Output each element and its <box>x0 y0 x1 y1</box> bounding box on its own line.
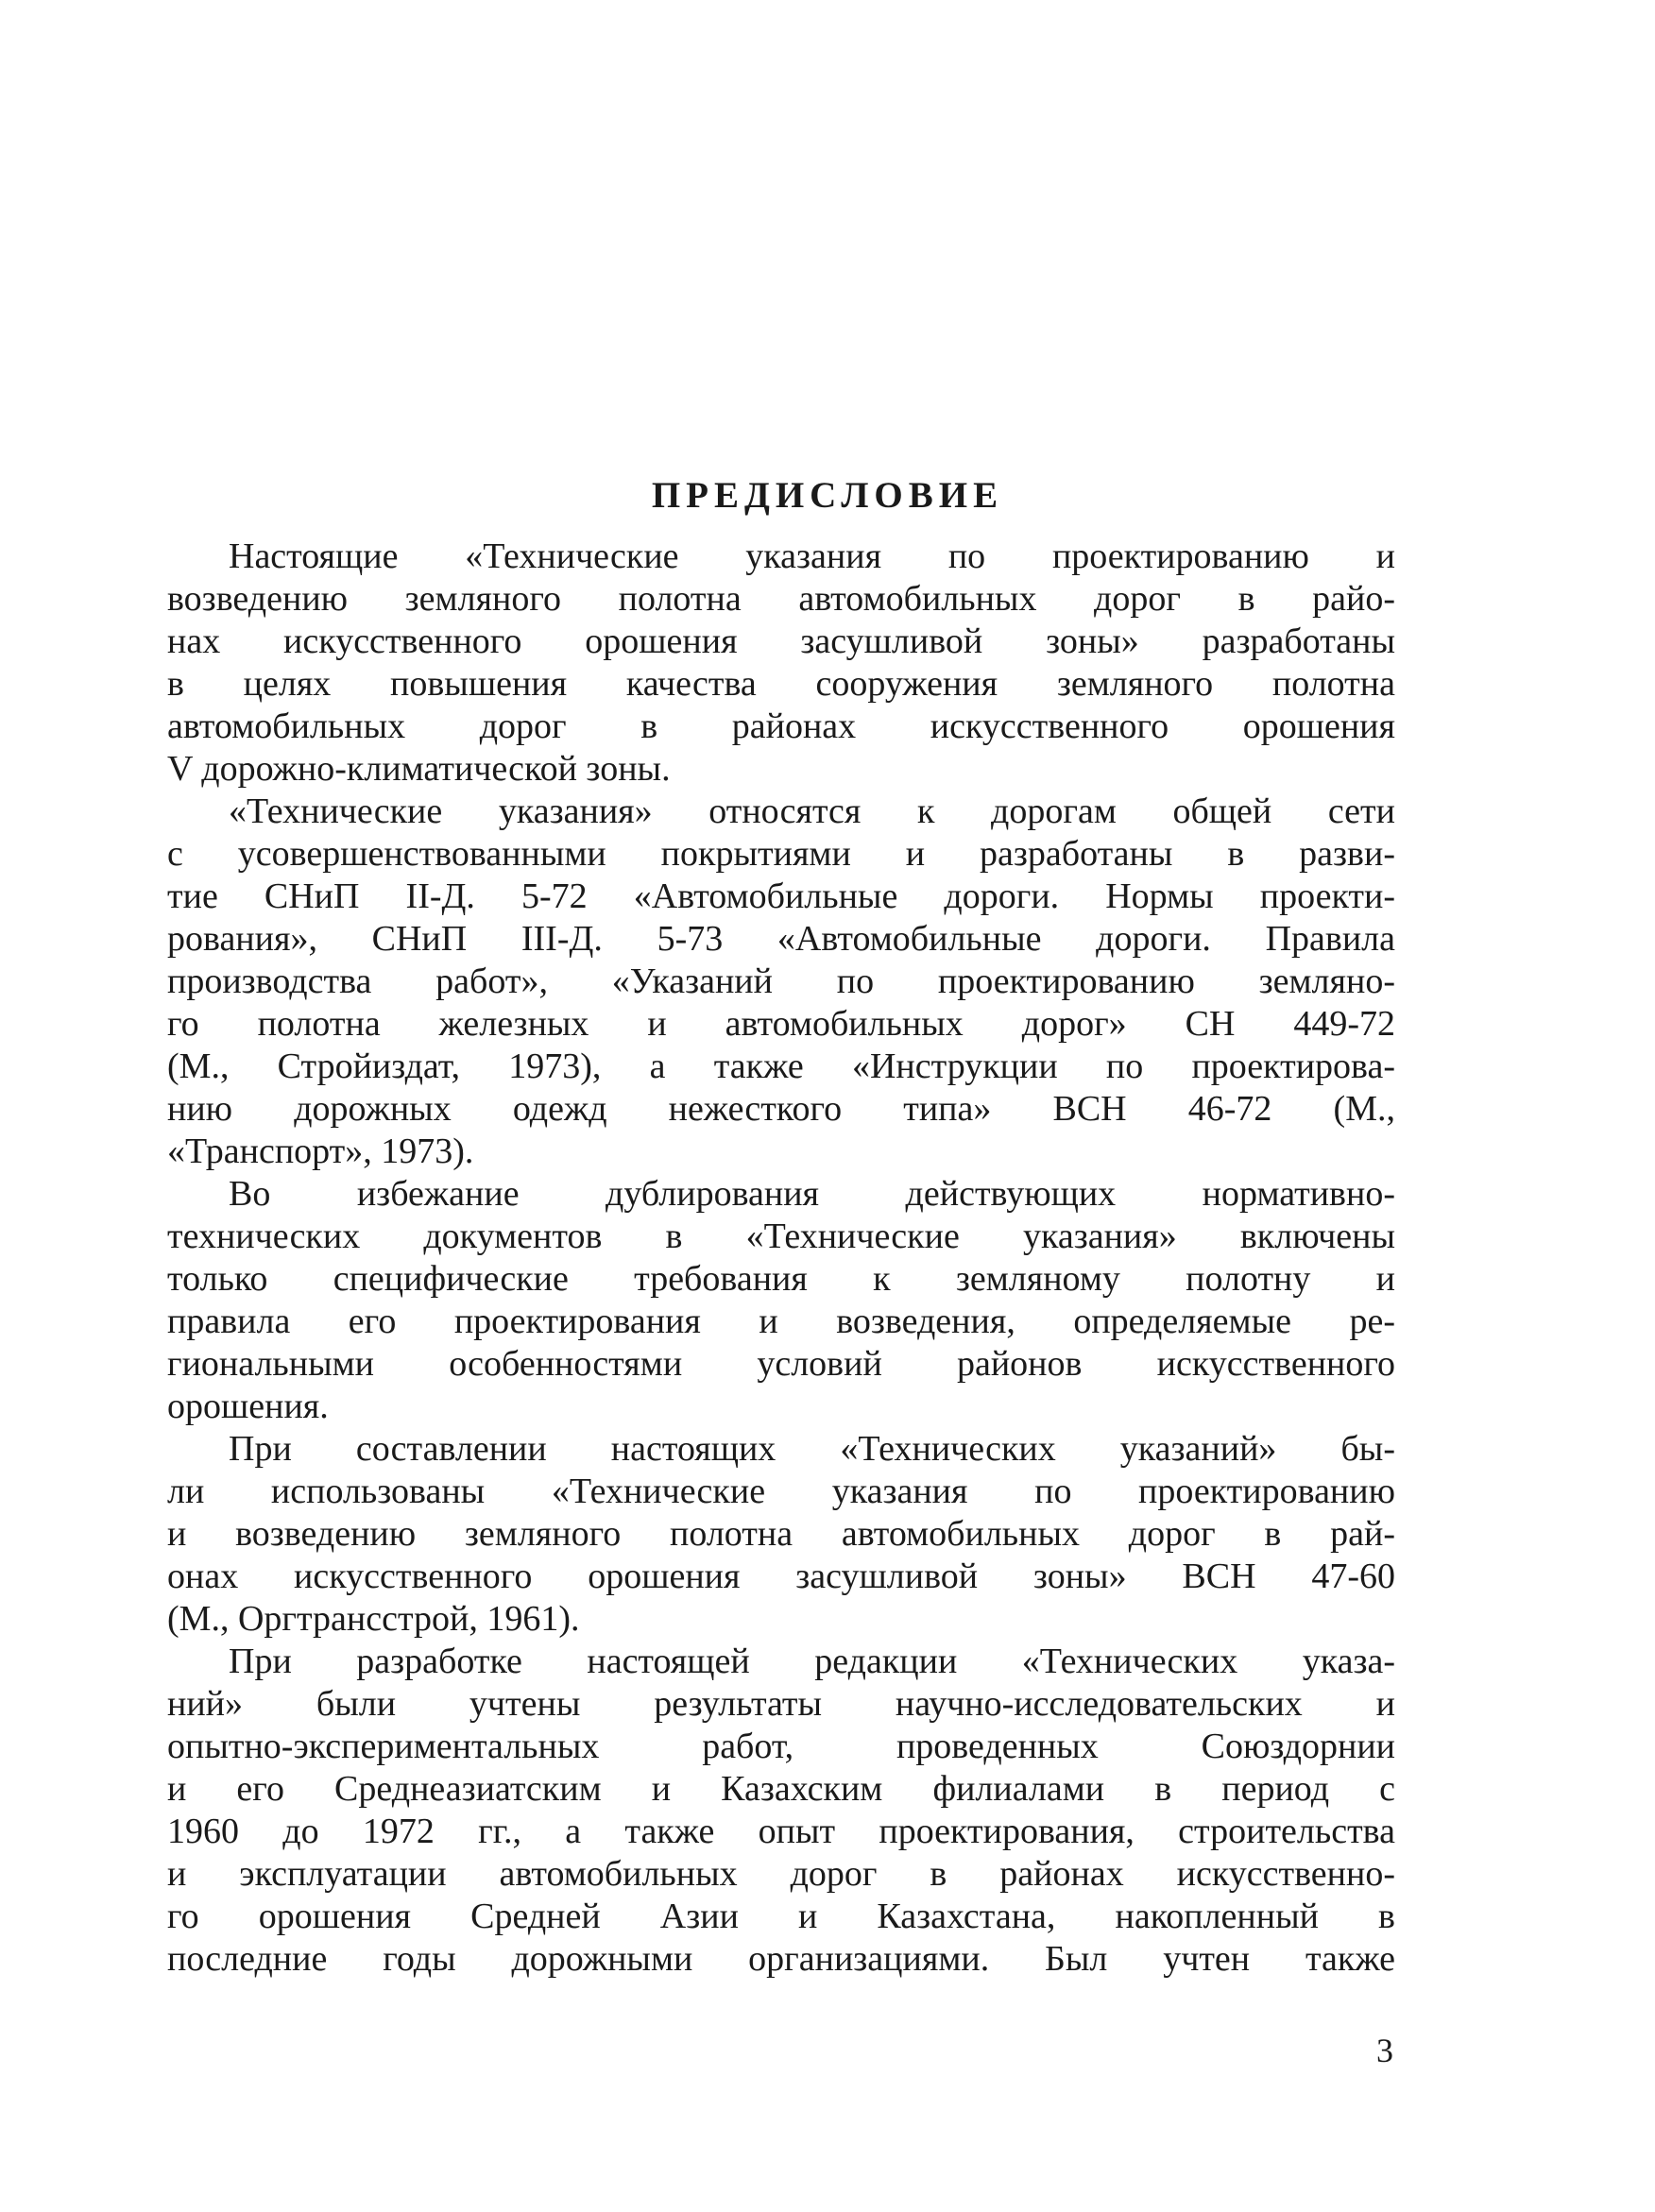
text-line: онах искусственного орошения засушливой зоны» ВСН 47-60 <box>167 1557 1395 1596</box>
text-line: ли использованы «Технические указания по проектированию <box>167 1472 1395 1511</box>
text-line: орошения. <box>167 1387 329 1426</box>
body-text <box>167 536 1395 1981</box>
paragraph-1 <box>167 536 1395 791</box>
text-line: только специфические требования к земляному полотну и <box>167 1259 1395 1299</box>
text-line: го полотна железных и автомобильных дорог» СН 449-72 <box>167 1004 1395 1044</box>
paragraph-4 <box>167 1428 1395 1641</box>
page-title: ПРЕДИСЛОВИЕ <box>651 475 1004 516</box>
text-line: 1960 до 1972 гг., а также опыт проектирования, строительства <box>167 1812 1395 1851</box>
text-line: Во избежание дублирования действующих нормативно- <box>229 1174 1395 1214</box>
text-line: в целях повышения качества сооружения земляного полотна <box>167 664 1395 704</box>
text-line: «Технические указания» относятся к дорогам общей сети <box>229 791 1395 831</box>
page-number: 3 <box>1376 2032 1393 2069</box>
text-line: автомобильных дорог в районах искусственного орошения <box>167 706 1395 746</box>
text-line: При разработке настоящей редакции «Технических указа- <box>229 1642 1395 1681</box>
text-line: тие СНиП II-Д. 5-72 «Автомобильные дороги. Нормы проекти- <box>167 876 1395 916</box>
text-line: и эксплуатации автомобильных дорог в районах искусственно- <box>167 1854 1395 1894</box>
text-line: нах искусственного орошения засушливой зоны» разработаны <box>167 621 1395 661</box>
text-line: с усовершенствованными покрытиями и разработаны в разви- <box>167 834 1395 874</box>
text-line: рования», СНиП III-Д. 5-73 «Автомобильные дороги. Правила <box>167 919 1395 959</box>
text-line: ний» были учтены результаты научно-исследовательских и <box>167 1684 1395 1724</box>
text-line: го орошения Средней Азии и Казахстана, накопленный в <box>167 1897 1395 1936</box>
text-line: гиональными особенностями условий районов искусственного <box>167 1344 1395 1384</box>
text-line: «Транспорт», 1973). <box>167 1132 474 1171</box>
text-line: (М., Стройиздат, 1973), а также «Инструкции по проектирова- <box>167 1046 1395 1086</box>
text-line: опытно-экспериментальных работ, проведенных Союздорнии <box>167 1727 1395 1766</box>
paragraph-3 <box>167 1173 1395 1428</box>
text-line: технических документов в «Технические указания» включены <box>167 1217 1395 1256</box>
text-line: V дорожно-климатической зоны. <box>167 749 671 789</box>
paragraph-5 <box>167 1641 1395 1981</box>
text-line: и его Среднеазиатским и Казахским филиалами в период с <box>167 1769 1395 1809</box>
text-line: правила его проектирования и возведения, определяемые ре- <box>167 1302 1395 1341</box>
text-line: Настоящие «Технические указания по проектированию и <box>229 536 1395 576</box>
paragraph-2 <box>167 791 1395 1173</box>
text-line: последние годы дорожными организациями. Был учтен также <box>167 1939 1395 1979</box>
text-line: возведению земляного полотна автомобильных дорог в райо- <box>167 579 1395 619</box>
text-line: нию дорожных одежд нежесткого типа» ВСН 46-72 (М., <box>167 1089 1395 1129</box>
text-line: (М., Оргтрансстрой, 1961). <box>167 1599 580 1639</box>
text-line: производства работ», «Указаний по проектированию земляно- <box>167 961 1395 1001</box>
text-line: и возведению земляного полотна автомобильных дорог в рай- <box>167 1514 1395 1554</box>
text-line: При составлении настоящих «Технических указаний» бы- <box>229 1429 1395 1469</box>
